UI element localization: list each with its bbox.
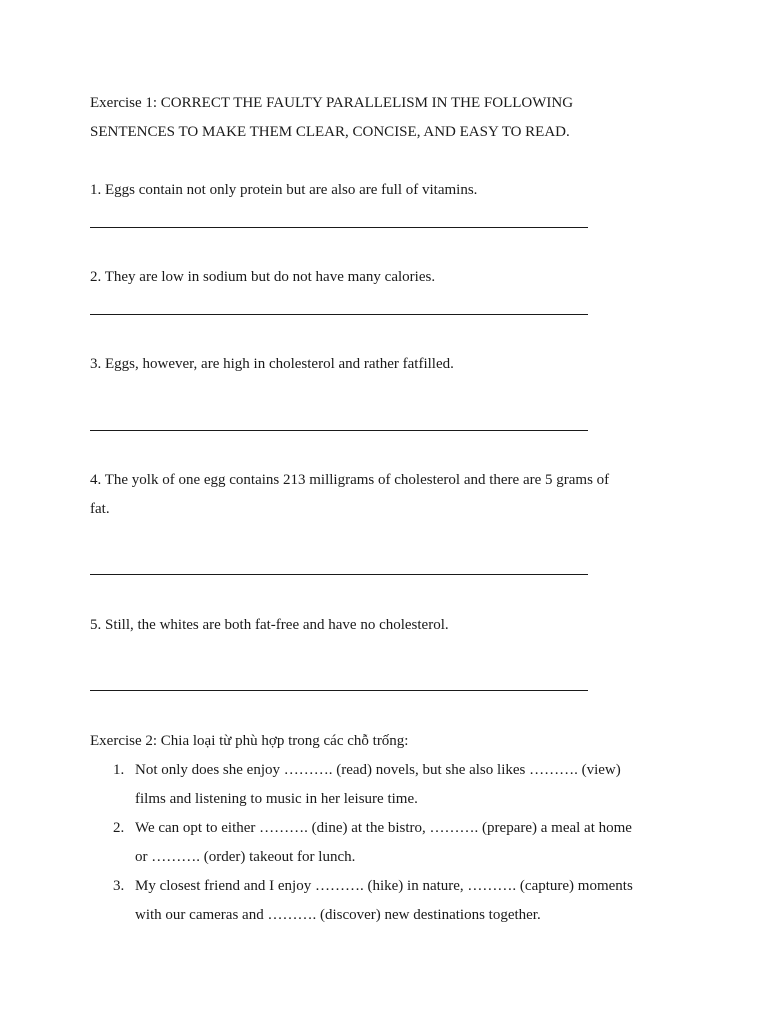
list-item-number: 3. — [113, 878, 125, 894]
question-1: 1. Eggs contain not only protein but are also are full of vitamins. — [90, 182, 478, 198]
exercise1-heading-line1: Exercise 1: CORRECT THE FAULTY PARALLELISM IN THE FOLLOWING — [90, 95, 574, 111]
question-3: 3. Eggs, however, are high in cholesterol and rather fatfilled. — [90, 356, 454, 372]
list-item-line2: or ………. (order) takeout for lunch. — [135, 849, 356, 865]
question-2: 2. They are low in sodium but do not have many calories. — [90, 269, 436, 285]
list-item-line2: with our cameras and ………. (discover) new destinations together. — [135, 907, 541, 923]
answer-line-4 — [90, 574, 588, 575]
list-item-line1: Not only does she enjoy ………. (read) novels, but she also likes ………. (view) — [135, 762, 621, 778]
question-4-line1: 4. The yolk of one egg contains 213 milligrams of cholesterol and there are 5 grams of — [90, 472, 610, 488]
question-4-line2: fat. — [90, 501, 110, 517]
list-item-line1: My closest friend and I enjoy ………. (hike) in nature, ………. (capture) moments — [135, 878, 633, 894]
list-item-line1: We can opt to either ………. (dine) at the bistro, ………. (prepare) a meal at home — [135, 820, 632, 836]
answer-line-5 — [90, 690, 588, 691]
answer-line-1 — [90, 227, 588, 228]
answer-line-3 — [90, 430, 588, 431]
exercise1-heading-line2: SENTENCES TO MAKE THEM CLEAR, CONCISE, AND EASY TO READ. — [90, 124, 570, 140]
list-item-number: 1. — [113, 762, 125, 778]
list-item-number: 2. — [113, 820, 125, 836]
exercise2-heading: Exercise 2: Chia loại từ phù hợp trong các chỗ trống: — [90, 733, 409, 749]
list-item-line2: films and listening to music in her leisure time. — [135, 791, 418, 807]
question-5: 5. Still, the whites are both fat-free and have no cholesterol. — [90, 617, 449, 633]
answer-line-2 — [90, 314, 588, 315]
